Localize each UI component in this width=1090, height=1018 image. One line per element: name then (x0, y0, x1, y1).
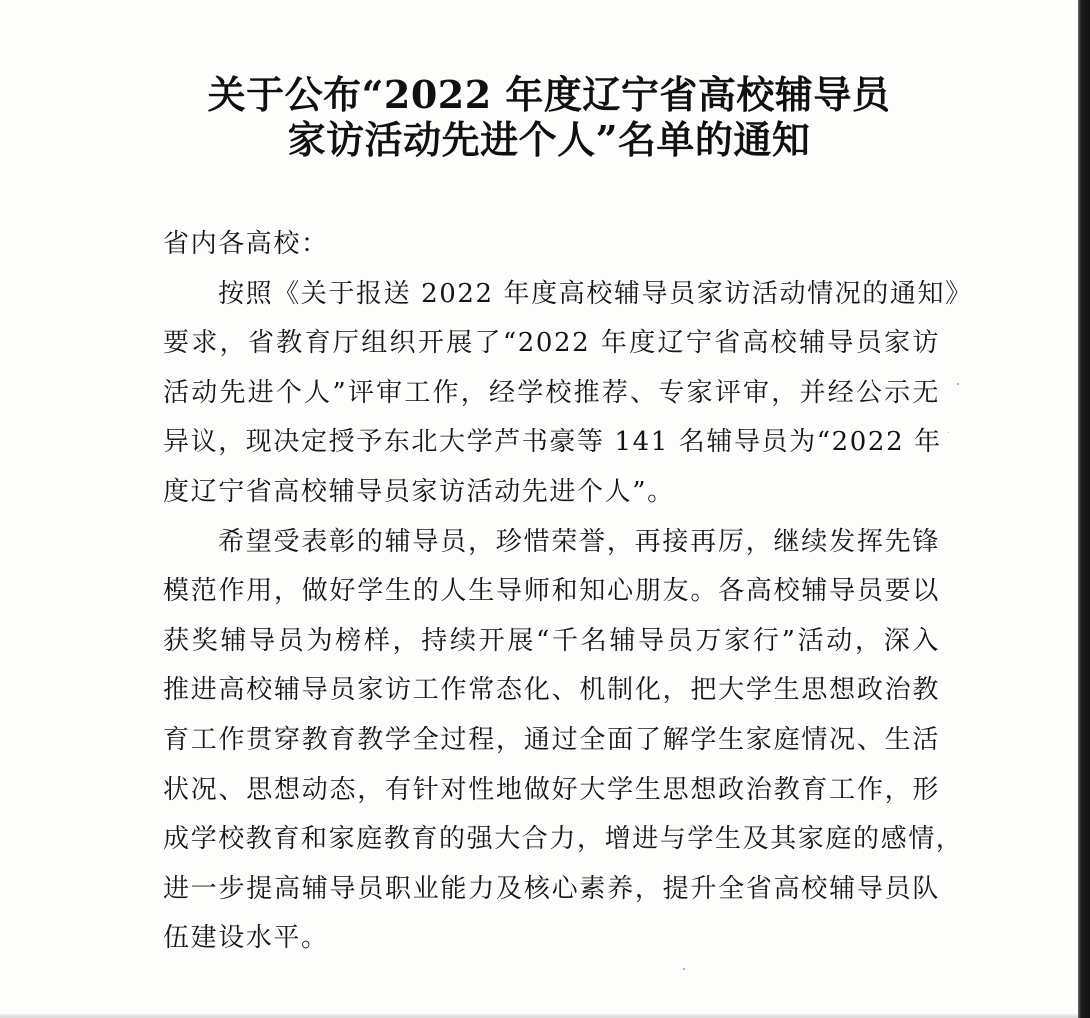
body-line: 要求，省教育厅组织开展了“2022 年度辽宁省高校辅导员家访 (163, 328, 940, 359)
body-line: 进一步提高辅导员职业能力及核心素养，提升全省高校辅导员队 (163, 873, 940, 904)
body-line: 活动先进个人”评审工作，经学校推荐、专家评审，并经公示无 (163, 377, 940, 408)
document-title-line: 家访活动先进个人”名单的通知 (287, 117, 811, 162)
paragraph (163, 270, 973, 518)
document-title-line: 关于公布“2022 年度辽宁省高校辅导员 (207, 72, 891, 117)
scan-speck (683, 968, 685, 970)
body-line: 希望受表彰的辅导员，珍惜荣誉，再接再厉，继续发挥先锋 (218, 526, 940, 557)
document-body (163, 220, 973, 964)
scan-speck (957, 383, 959, 385)
body-line: 按照《关于报送 2022 年度高校辅导员家访活动情况的通知》 (218, 278, 973, 309)
body-line: 伍建设水平。 (163, 923, 329, 954)
scan-bottom-edge (0, 1014, 1078, 1018)
salutation: 省内各高校： (163, 229, 329, 259)
body-line: 状况、思想动态，有针对性地做好大学生思想政治教育工作，形 (163, 774, 940, 805)
document-title (199, 72, 899, 162)
scan-speck (948, 432, 949, 433)
paragraph (163, 518, 964, 964)
body-line: 模范作用，做好学生的人生导师和知心朋友。各高校辅导员要以 (163, 576, 940, 607)
body-line: 异议，现决定授予东北大学芦书豪等 141 名辅导员为“2022 年 (163, 427, 942, 458)
body-line: 获奖辅导员为榜样，持续开展“千名辅导员万家行”活动，深入 (163, 625, 940, 656)
body-line: 推进高校辅导员家访工作常态化、机制化，把大学生思想政治教 (163, 675, 940, 706)
scan-edge-shadow (1078, 0, 1090, 1018)
body-line: 成学校教育和家庭教育的强大合力，增进与学生及其家庭的感情， (163, 824, 964, 855)
body-line: 育工作贯穿教育教学全过程，通过全面了解学生家庭情况、生活 (163, 724, 940, 755)
body-line: 度辽宁省高校辅导员家访活动先进个人”。 (163, 476, 675, 507)
